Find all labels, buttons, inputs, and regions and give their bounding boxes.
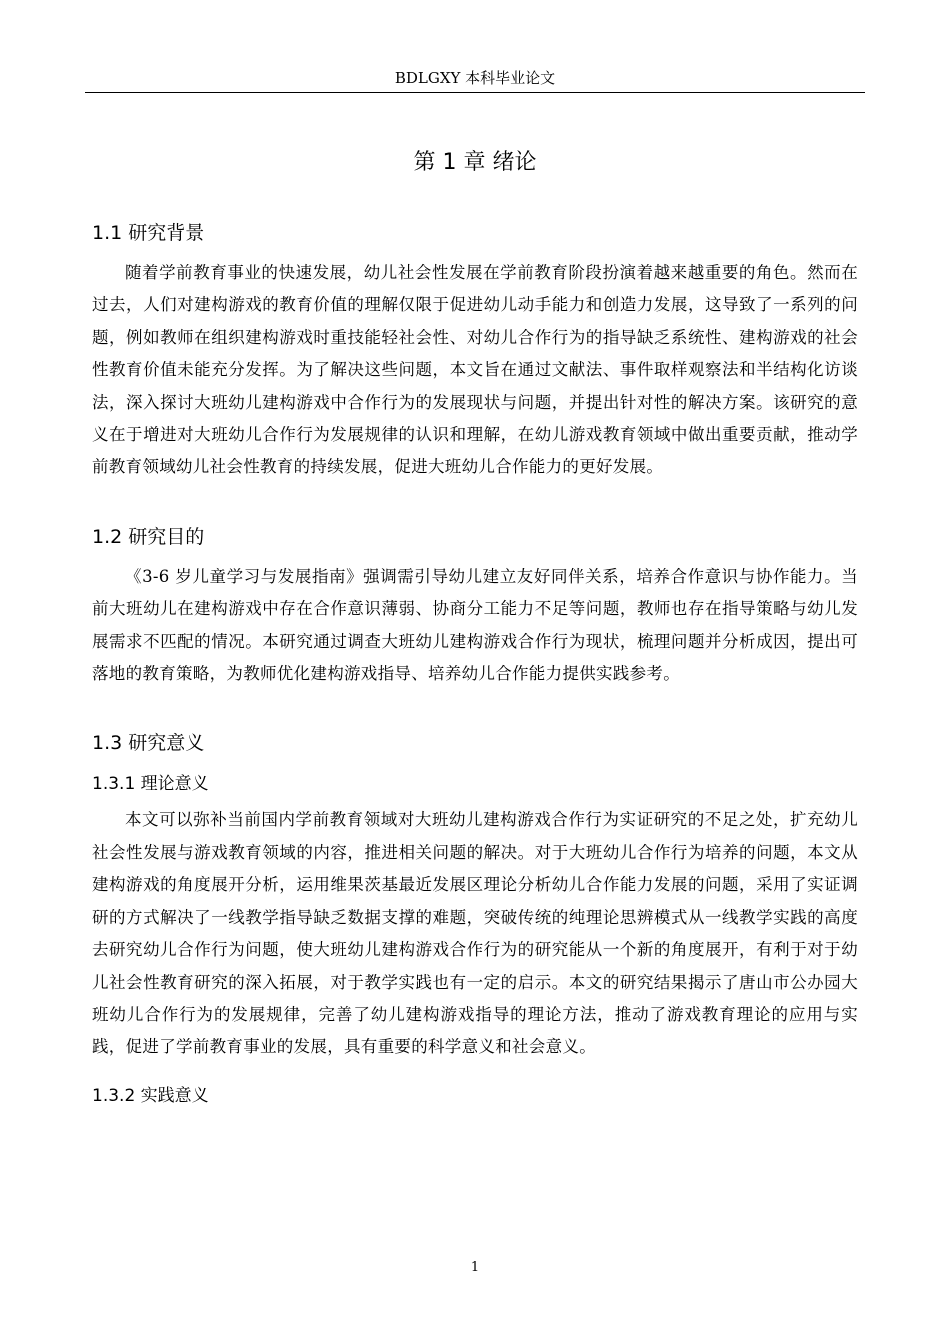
chapter-title: 第 1 章 绪论: [413, 150, 537, 175]
section-heading-research-background: 1.1 研究背景: [92, 222, 205, 244]
paragraph-research-background: 随着学前教育事业的快速发展，幼儿社会性发展在学前教育阶段扮演着越来越重要的角色。然而在过去，人们对建构游戏的教育价值的理解仅限于促进幼儿动手能力和创造力发展，这导致了一系列的问题，例如教师在组织建构游戏时重技能轻社会性、对幼儿合作行为的指导缺乏系统性、建构游戏的社会性教育价值未能充分发挥。为了解决这些问题，本文旨在通过文献法、事件取样观察法和半结构化访谈法，深入探讨大班幼儿建构游戏中合作行为的发展现状与问题，并提出针对性的解决方案。该研究的意义在于增进对大班幼儿合作行为发展规律的认识和理解，在幼儿游戏教育领域中做出重要贡献，推动学前教育领域幼儿社会性教育的持续发展，促进大班幼儿合作能力的更好发展。: [92, 263, 858, 477]
subsection-heading-practical-significance: 1.3.2 实践意义: [92, 1085, 209, 1106]
paragraph-theoretical-significance: 本文可以弥补当前国内学前教育领域对大班幼儿建构游戏合作行为实证研究的不足之处，扩充幼儿社会性发展与游戏教育领域的内容，推进相关问题的解决。对于大班幼儿合作行为培养的问题，本文从建构游戏的角度展开分析，运用维果茨基最近发展区理论分析幼儿合作能力发展的问题，采用了实证调研的方式解决了一线教学指导缺乏数据支撑的难题，突破传统的纯理论思辨模式从一线教学实践的高度去研究幼儿合作行为问题，使大班幼儿建构游戏合作行为的研究能从一个新的角度展开，有利于对于幼儿社会性教育研究的深入拓展，对于教学实践也有一定的启示。本文的研究结果揭示了唐山市公办园大班幼儿合作行为的发展规律，完善了幼儿建构游戏指导的理论方法，推动了游戏教育理论的应用与实践，促进了学前教育事业的发展，具有重要的科学意义和社会意义。: [92, 810, 858, 1057]
body-content: [92, 218, 858, 1110]
paragraph-research-purpose: 《3-6 岁儿童学习与发展指南》强调需引导幼儿建立友好同伴关系，培养合作意识与协作能力。当前大班幼儿在建构游戏中存在合作意识薄弱、协商分工能力不足等问题，教师也存在指导策略与幼儿发展需求不匹配的情况。本研究通过调查大班幼儿建构游戏合作行为现状，梳理问题并分析成因，提出可落地的教育策略，为教师优化建构游戏指导、培养幼儿合作能力提供实践参考。: [92, 566, 858, 684]
running-header: BDLGXY 本科毕业论文: [394, 69, 556, 87]
section-heading-research-purpose: 1.2 研究目的: [92, 525, 205, 548]
section-heading-research-significance: 1.3 研究意义: [92, 732, 205, 755]
header-rule: [85, 92, 865, 93]
page-number: 1: [470, 1260, 480, 1275]
subsection-heading-theoretical-significance: 1.3.1 理论意义: [92, 774, 209, 795]
